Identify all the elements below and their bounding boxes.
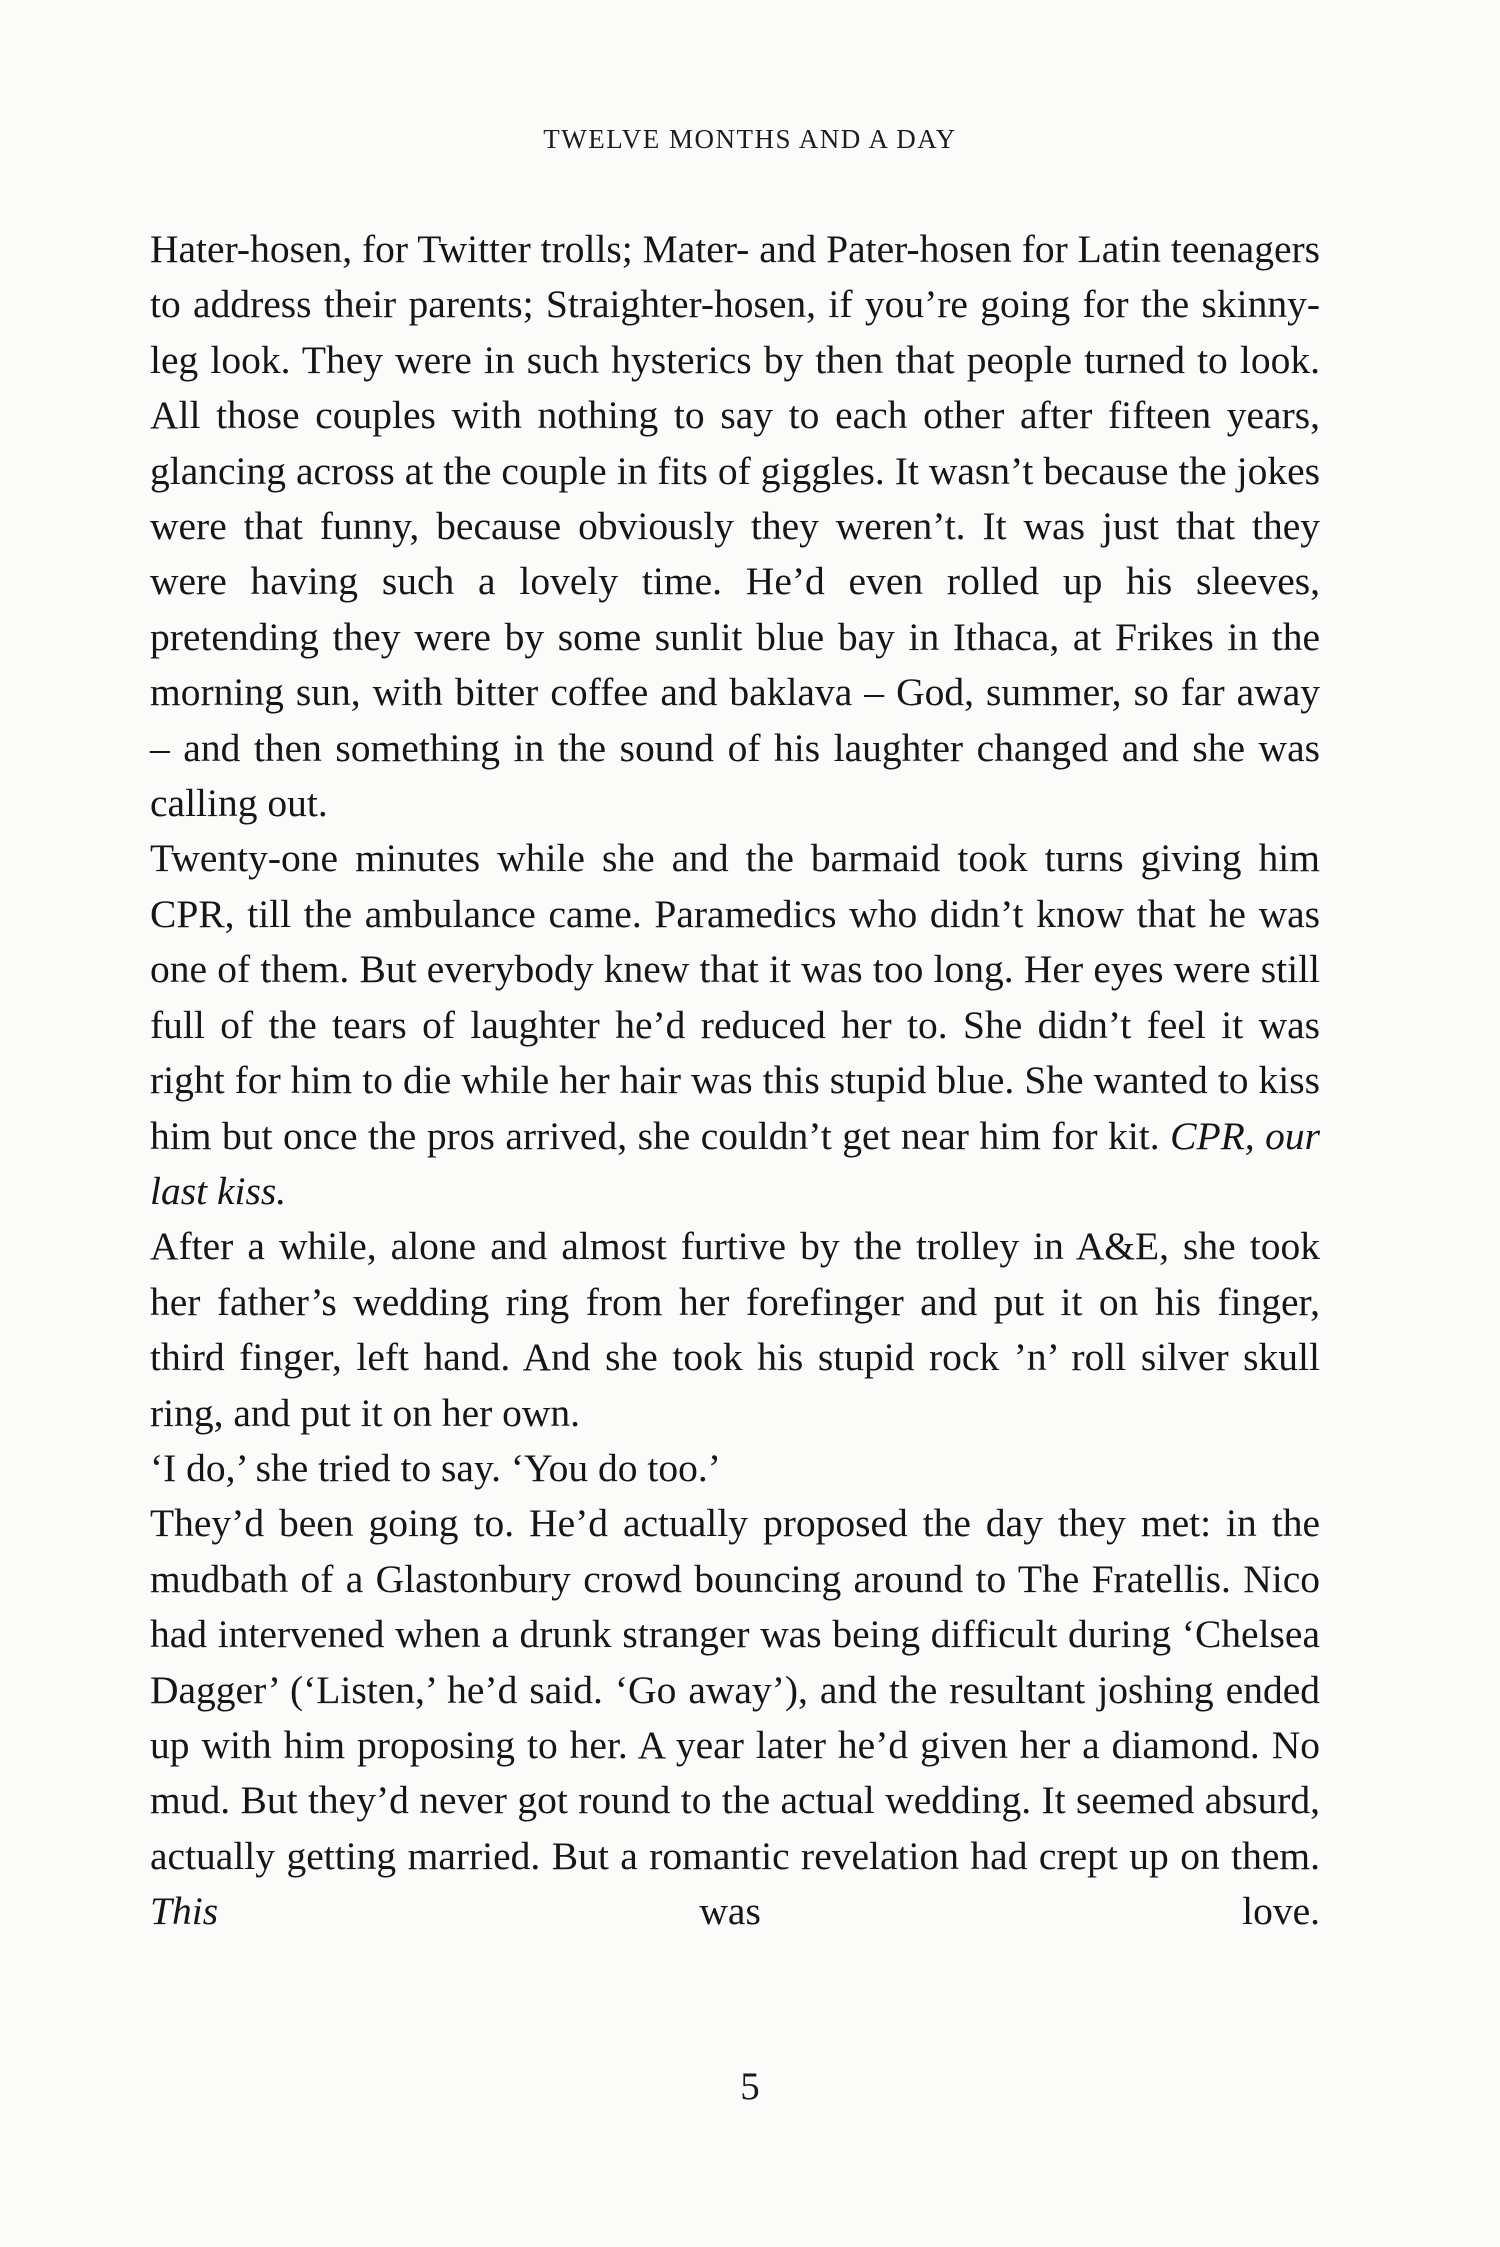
paragraph-4: ‘I do,’ she tried to say. ‘You do too.’ — [150, 1445, 721, 1490]
paragraph-5-italic: This — [150, 1889, 219, 1934]
paragraph-5-text: They’d been going to. He’d actually proposed the day they met: in the mudbath of a Glastonbury crowd bouncing around to The Fratellis. Nico had intervened when a drunk stranger was being difficult during ‘Chelsea Dagger’ (‘Listen,’ he’d said. ‘Go away’), and the resultant joshing ended up with him proposing to her. A year later he’d given her a diamond. No mud. But they’d never got round to the actual wedding. It seemed absurd, actually getting married. But a romantic revelation had crept up on them. — [150, 1501, 1320, 1878]
paragraph-5-tail: was love. — [699, 1889, 1321, 1934]
page-number: 5 — [740, 2065, 760, 2108]
paragraph-2-italic: CPR, our last kiss. — [150, 1113, 1321, 1213]
paragraph-5 — [150, 1496, 1320, 1939]
paragraph-3: After a while, alone and almost furtive by the trolley in A&E, she took her father’s wedding ring from her forefinger and put it on his finger, third finger, left hand. And she took his stupid rock ’n’ roll silver skull ring, and put it on her own. — [150, 1224, 1320, 1435]
running-head: TWELVE MONTHS AND A DAY — [543, 124, 957, 154]
body-text — [150, 222, 1320, 1940]
paragraph-2 — [150, 831, 1320, 1219]
paragraph-2-text: Twenty-one minutes while she and the barmaid took turns giving him CPR, till the ambulance came. Paramedics who didn’t know that he was one of them. But everybody knew that it was too long. Her eyes were still full of the tears of laughter he’d reduced her to. She didn’t feel it was right for him to die while her hair was this stupid blue. She wanted to kiss him but once the pros arrived, she couldn’t get near him for kit. — [150, 836, 1320, 1158]
paragraph-1: Hater-hosen, for Twitter trolls; Mater- and Pater-hosen for Latin teenagers to address their parents; Straighter-hosen, if you’re going for the skinny-leg look. They were in such hysterics by then that people turned to look. All those couples with nothing to say to each other after fifteen years, glancing across at the couple in fits of giggles. It wasn’t because the jokes were that funny, because obviously they weren’t. It was just that they were having such a lovely time. He’d even rolled up his sleeves, pretending they were by some sunlit blue bay in Ithaca, at Frikes in the morning sun, with bitter coffee and baklava – God, summer, so far away – and then something in the sound of his laughter changed and she was calling out. — [150, 227, 1320, 826]
